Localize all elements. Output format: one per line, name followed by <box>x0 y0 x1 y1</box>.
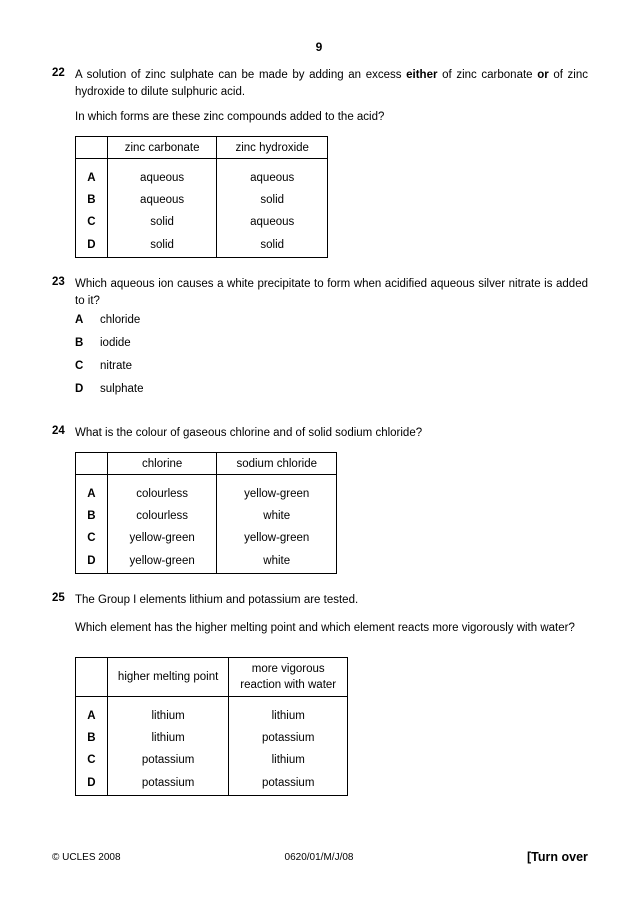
table-cell: colourless <box>107 475 217 505</box>
footer-paper-code: 0620/01/M/J/08 <box>284 852 354 863</box>
table-cell: yellow-green <box>107 550 217 574</box>
question-23-text: Which aqueous ion causes a white precipitate to form when acidified aqueous silver nitrate is added to it? <box>75 278 588 307</box>
option-letter: B <box>76 727 108 749</box>
table-cell: aqueous <box>107 159 217 189</box>
question-25-text: The Group I elements lithium and potassium are tested. <box>75 594 359 606</box>
table-cell: yellow-green <box>217 475 337 505</box>
question-22-table <box>75 136 328 258</box>
question-25-number: 25 <box>52 592 65 604</box>
table-cell: lithium <box>107 697 229 727</box>
table-cell: solid <box>107 211 217 234</box>
footer-copyright: © UCLES 2008 <box>52 852 121 863</box>
option-letter: B <box>75 337 84 349</box>
option-letter: C <box>76 527 108 550</box>
option-letter: A <box>75 314 84 326</box>
option-letter: B <box>76 505 108 527</box>
question-24-table <box>75 452 337 574</box>
option-letter: A <box>76 697 108 727</box>
table-cell: yellow-green <box>217 527 337 550</box>
question-24-text: What is the colour of gaseous chlorine and of solid sodium chloride? <box>75 427 423 439</box>
option-letter: D <box>76 234 108 258</box>
table-cell: potassium <box>229 727 348 749</box>
table-cell: lithium <box>229 749 348 772</box>
table-cell: aqueous <box>107 189 217 211</box>
column-header: chlorine <box>107 453 217 475</box>
table-cell: solid <box>217 234 328 258</box>
table-cell: solid <box>217 189 328 211</box>
option-letter: B <box>76 189 108 211</box>
option-letter: C <box>76 749 108 772</box>
question-22-number: 22 <box>52 67 65 79</box>
table-corner-cell <box>76 658 108 697</box>
column-header: zinc hydroxide <box>217 137 328 159</box>
table-cell: aqueous <box>217 159 328 189</box>
question-22-text: A solution of zinc sulphate can be made by adding an excess either of zinc carbonate or of zinc hydroxide to dilute sulphuric acid. <box>75 69 588 98</box>
question-24-number: 24 <box>52 425 65 437</box>
option-letter: A <box>76 159 108 189</box>
question-25-table <box>75 657 348 796</box>
option-text: chloride <box>100 314 141 326</box>
question-22-prompt: In which forms are these zinc compounds added to the acid? <box>75 111 385 123</box>
table-cell: lithium <box>107 727 229 749</box>
column-header: sodium chloride <box>217 453 337 475</box>
option-letter: C <box>75 360 84 372</box>
option-letter: D <box>76 772 108 796</box>
table-cell: lithium <box>229 697 348 727</box>
table-cell: aqueous <box>217 211 328 234</box>
question-23-number: 23 <box>52 276 65 288</box>
option-text: sulphate <box>100 383 144 395</box>
table-corner-cell <box>76 453 108 475</box>
column-header: more vigorous reaction with water <box>229 658 348 697</box>
option-letter: D <box>76 550 108 574</box>
option-text: nitrate <box>100 360 132 372</box>
column-header: higher melting point <box>107 658 229 697</box>
option-letter: C <box>76 211 108 234</box>
table-corner-cell <box>76 137 108 159</box>
table-cell: yellow-green <box>107 527 217 550</box>
table-cell: potassium <box>107 749 229 772</box>
option-letter: D <box>75 383 84 395</box>
footer-turn-over: [Turn over <box>527 850 588 864</box>
table-cell: white <box>217 550 337 574</box>
option-letter: A <box>76 475 108 505</box>
table-cell: white <box>217 505 337 527</box>
column-header: zinc carbonate <box>107 137 217 159</box>
page-number: 9 <box>315 40 323 54</box>
table-cell: solid <box>107 234 217 258</box>
table-cell: potassium <box>229 772 348 796</box>
option-text: iodide <box>100 337 131 349</box>
question-25-prompt: Which element has the higher melting point and which element reacts more vigorously with water? <box>75 622 575 634</box>
table-cell: colourless <box>107 505 217 527</box>
table-cell: potassium <box>107 772 229 796</box>
